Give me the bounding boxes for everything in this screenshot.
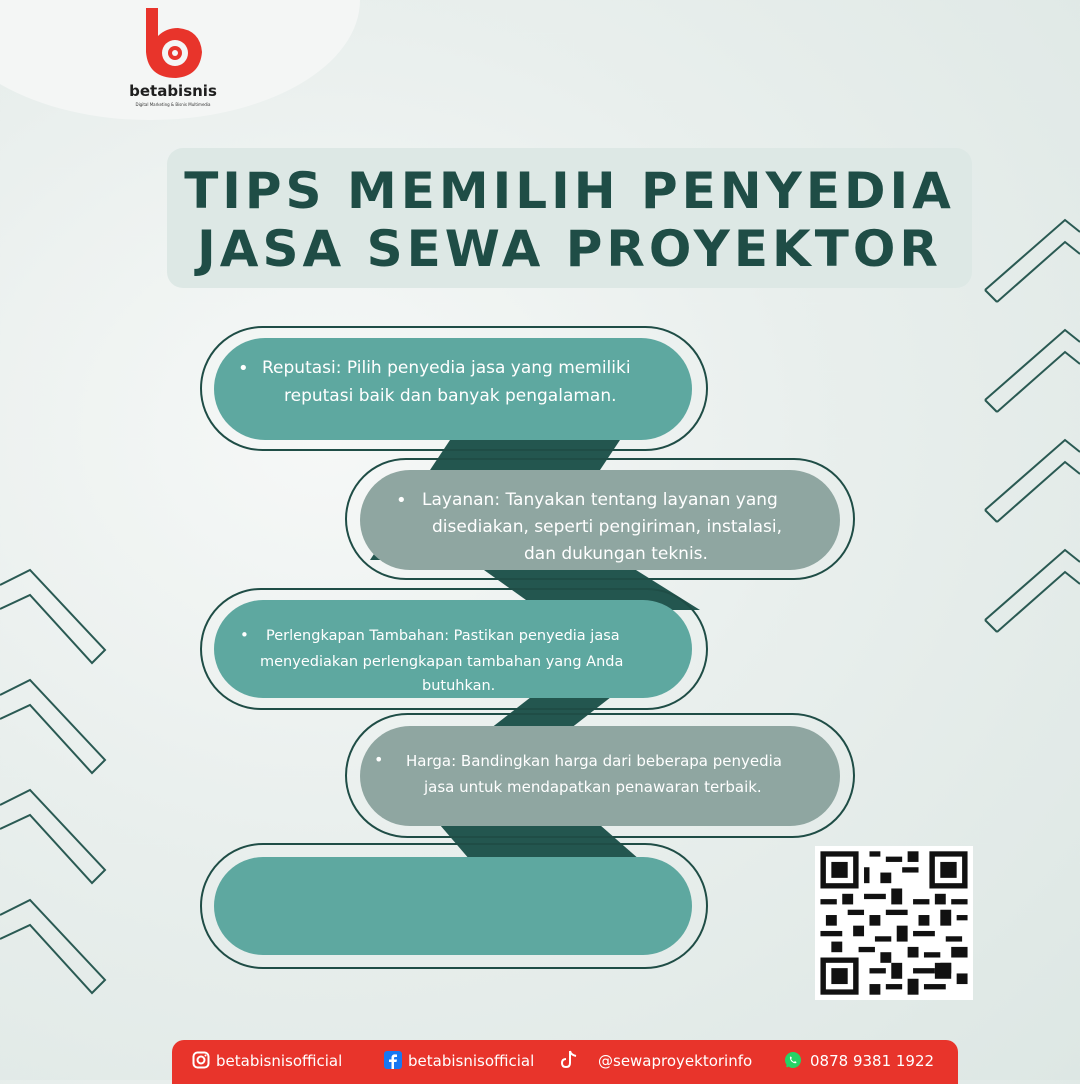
facebook-handle[interactable]: betabisnisofficial bbox=[408, 1052, 535, 1070]
tip-2-line-2: disediakan, seperti pengiriman, instalasi, bbox=[432, 517, 783, 537]
tip-2-line-1: Layanan: Tanyakan tentang layanan yang bbox=[422, 490, 778, 510]
chevron-up-pattern-left bbox=[0, 565, 110, 1005]
tiktok-handle[interactable]: @sewaproyektorinfo bbox=[598, 1052, 753, 1070]
chevron-up-pattern-right bbox=[975, 210, 1080, 670]
facebook-icon bbox=[384, 1051, 402, 1069]
tip-3-line-3: butuhkan. bbox=[422, 678, 496, 694]
brand-name: betabisnis bbox=[129, 82, 217, 100]
social-footer bbox=[172, 1040, 958, 1084]
empty-card bbox=[214, 857, 692, 955]
tip-card-3 bbox=[214, 600, 692, 698]
tip-1-line-1: Reputasi: Pilih penyedia jasa yang memiliki bbox=[262, 358, 631, 378]
instagram-handle[interactable]: betabisnisofficial bbox=[216, 1052, 343, 1070]
whatsapp-number[interactable]: 0878 9381 1922 bbox=[810, 1052, 935, 1070]
tip-4-line-1: Harga: Bandingkan harga dari beberapa penyedia bbox=[406, 752, 782, 770]
instagram-icon bbox=[192, 1051, 210, 1069]
bullet-4: • bbox=[374, 750, 384, 769]
tip-card-4 bbox=[360, 726, 840, 826]
tip-4-line-2: jasa untuk mendapatkan penawaran terbaik. bbox=[424, 778, 762, 796]
whatsapp-icon bbox=[784, 1051, 802, 1069]
page-title-line-2: JASA SEWA PROYEKTOR bbox=[197, 220, 942, 278]
tip-2-line-3: dan dukungan teknis. bbox=[524, 544, 708, 564]
bullet-2: • bbox=[396, 490, 407, 511]
page-title-line-1: TIPS MEMILIH PENYEDIA bbox=[184, 162, 955, 220]
qr-code[interactable] bbox=[815, 846, 973, 1000]
brand-tagline: Digital Marketing & Bisnis Multimedia bbox=[135, 102, 211, 107]
bullet-1: • bbox=[238, 358, 249, 379]
tiktok-icon bbox=[558, 1049, 580, 1071]
bullet-3: • bbox=[240, 626, 249, 644]
tip-card-1 bbox=[214, 338, 692, 440]
tip-1-line-2: reputasi baik dan banyak pengalaman. bbox=[284, 386, 617, 406]
tip-3-line-2: menyediakan perlengkapan tambahan yang Anda bbox=[260, 654, 624, 670]
tip-card-2 bbox=[360, 470, 840, 570]
tip-3-line-1: Perlengkapan Tambahan: Pastikan penyedia jasa bbox=[266, 628, 620, 644]
